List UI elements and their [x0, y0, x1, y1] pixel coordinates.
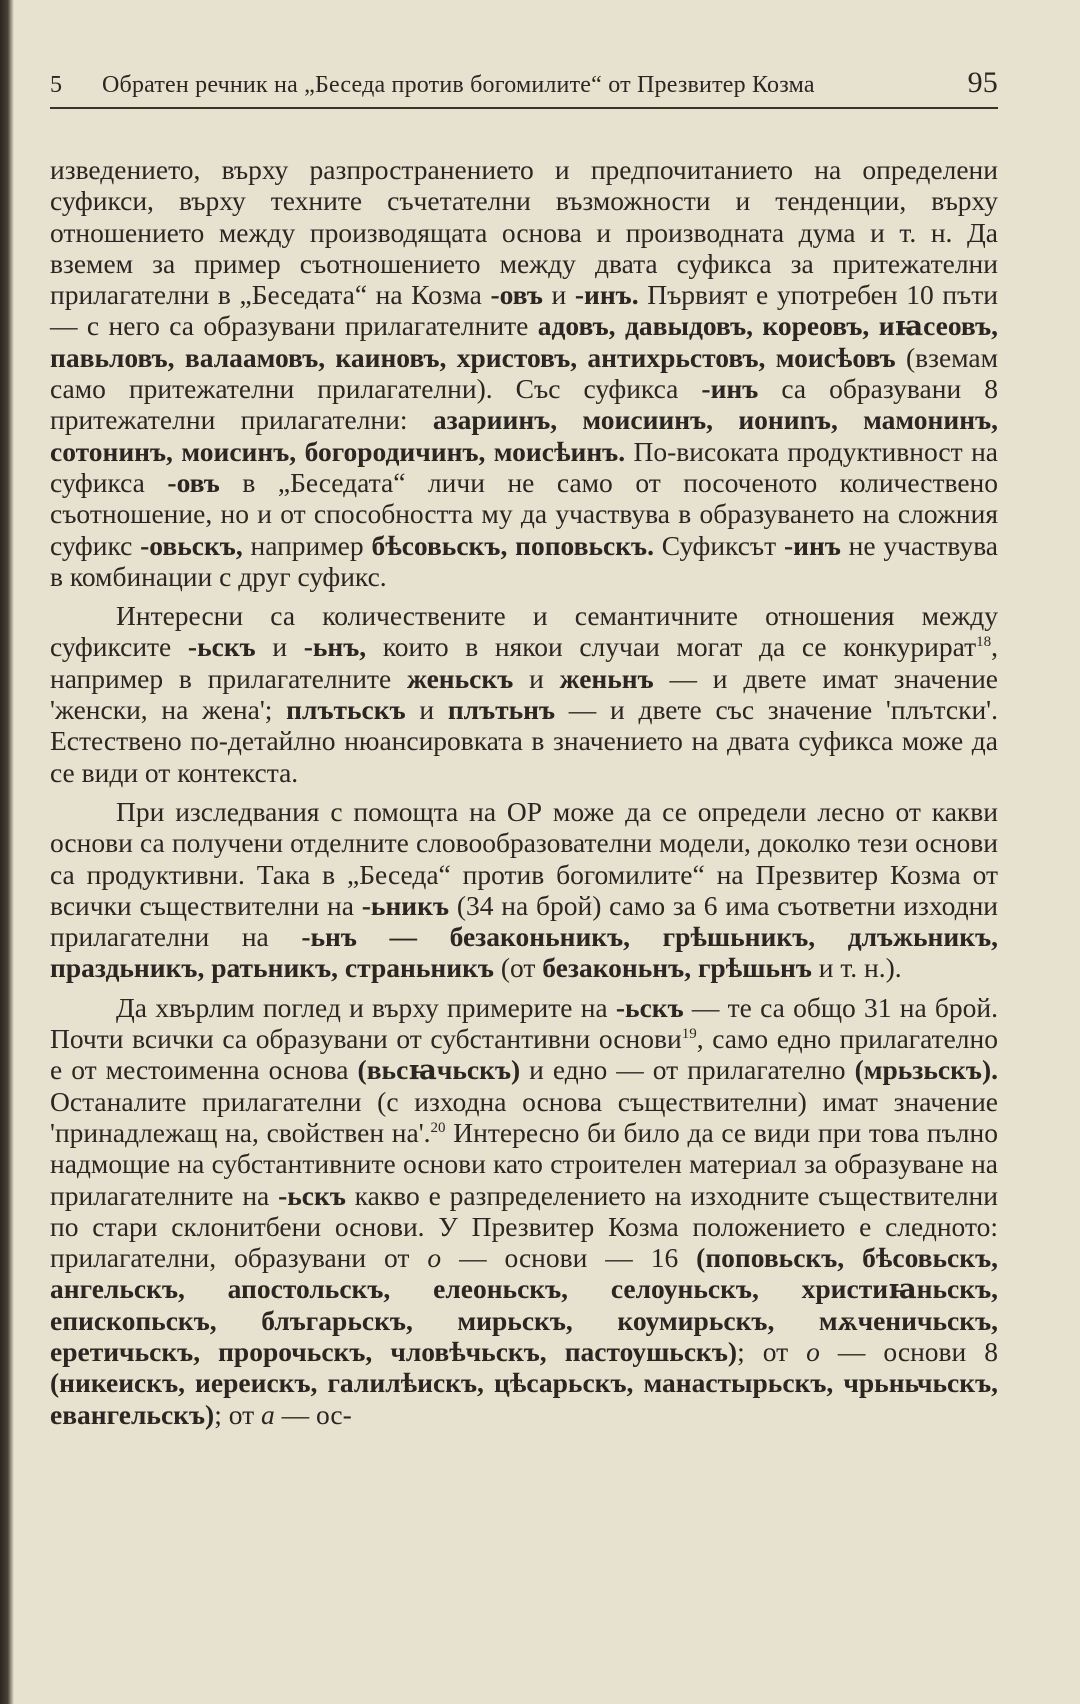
bold-term: азариинъ, моисиинъ, иониnъ, мамонинъ, сотонинъ, моисинъ, богородичинъ, моисѣинъ.: [50, 404, 998, 467]
text-run: ; от: [737, 1335, 807, 1367]
bold-term: женьскъ: [407, 662, 514, 694]
text-run: (вземам само притежателни прилагателни). Със суфикса: [50, 341, 998, 405]
body-text: [50, 154, 998, 1438]
section-number: 5: [50, 72, 63, 98]
text-run: (от: [493, 952, 543, 984]
text-run: Интересни са количествените и семантичните отношения между суфиксите: [50, 600, 998, 663]
bold-term: -овъ: [167, 466, 220, 498]
text-run: По-високата продуктивност на суфикса: [50, 435, 998, 498]
text-run: — ос-: [274, 1398, 352, 1430]
text-run: — те са общо 31 на брой. Почти всички са образувани от субстантивни основи: [50, 991, 998, 1055]
italic-term: а: [261, 1398, 275, 1430]
text-run: Да хвърлим поглед и върху примерите на: [116, 991, 616, 1023]
bold-term: (вьсꙗчьскъ): [357, 1054, 521, 1086]
running-title: Обратен речник на „Беседа против богомилите“ от Презвитер Козма: [102, 72, 815, 98]
bold-term: женьнъ: [559, 662, 654, 694]
paragraph: [50, 600, 998, 788]
page-number: 95: [967, 66, 998, 99]
bold-term: -ьскъ: [187, 631, 256, 663]
bold-term: (поповьскъ, бѣсовьскъ, ангельскъ, апостольскъ, елеоньскъ, селоуньскъ, христиꙗньскъ, епископьскъ, блъгарьскъ, мирьскъ, коумирьскъ, мѫченичьскъ, еретичьскъ, пророчьскъ, чловѣчьскъ, пастоушьскъ): [50, 1242, 998, 1367]
footnote-ref: 18: [976, 634, 992, 651]
paragraph: [50, 154, 998, 592]
bold-term: бѣсовьскъ, поповьскъ.: [371, 529, 654, 561]
text-run: — основи 8: [819, 1335, 998, 1367]
footnote-ref: 19: [681, 1025, 697, 1042]
bold-term: (никеискъ, иереискъ, галилѣискъ, цѣсарьскъ, манастырьскъ, чрьньчьскъ, евангельскъ): [50, 1367, 998, 1430]
bold-term: -ьскъ: [615, 991, 684, 1023]
text-run: — и двете със значение 'плътски'. Естествено по-детайлно нюансировката в значението на двата суфикса може да се види от контекста.: [50, 694, 998, 788]
text-run: и: [255, 631, 304, 663]
bold-term: адовъ, давыдовъ, кореовъ, иꙗсеовъ, павьловъ, валаамовъ, каиновъ, христовъ, антихрьстовъ, моисѣовъ: [50, 310, 998, 373]
text-run: При изследвания с помощта на ОР може да се определи лесно от какви основи са получени отделните словообразователни модели, доколко тези основи са продуктивни. Така в „Беседа“ против богомилите“ на Презвитер Козма от всички съществителни на: [50, 795, 998, 921]
bold-term: плътьскъ: [286, 694, 406, 726]
paragraph: [50, 796, 998, 984]
bold-term: -ьскъ: [278, 1179, 346, 1211]
text-run: и: [405, 694, 448, 726]
text-run: които в някои случаи могат да се конкурират: [366, 631, 977, 663]
text-run: какво е разпределението на изходните съществителни по стари склонитбени основи. У Презвитер Козма положението е следното: прилагателни, образувани от: [50, 1179, 998, 1274]
text-run: Интересно би било да се види при това пълно надмощие на субстантивните основи като строителен материал за образуване на прилагателните на: [50, 1116, 998, 1211]
text-run: например: [242, 529, 372, 561]
text-run: са образувани 8 притежателни прилагателни:: [50, 373, 998, 436]
text-run: (34 на брой) само за 6 има съответни изходни прилагателни на: [50, 889, 998, 953]
bold-term: -ьникъ: [361, 889, 450, 921]
text-run: и т. н.).: [811, 952, 902, 984]
header-rule: [50, 107, 998, 109]
bold-term: -овъ: [490, 279, 543, 311]
bold-term: -ьнъ,: [303, 631, 367, 663]
text-run: и едно — от прилагателно: [520, 1054, 855, 1086]
book-spine-shadow: [0, 0, 14, 1704]
bold-term: -инъ: [701, 373, 759, 405]
text-run: ; от: [214, 1398, 261, 1430]
text-run: Останалите прилагателни (с изходна основа съществителни) имат значение 'принадлежащ на, свойствен на'.: [50, 1085, 998, 1148]
italic-term: о: [427, 1242, 442, 1274]
bold-term: -ьнъ — безаконьникъ, грѣшьникъ, длъжьникъ, праздьникъ, ратьникъ, страньникъ: [50, 921, 998, 984]
text-run: — основи — 16: [441, 1242, 697, 1274]
bold-term: -овьскъ,: [140, 529, 243, 561]
italic-term: о: [806, 1335, 820, 1367]
text-run: и: [542, 279, 575, 311]
text-run: Първият е употребен 10 пъти — с него са образувани прилагателните: [50, 279, 998, 342]
bold-term: (мрьзьскъ).: [854, 1054, 998, 1086]
bold-term: -инъ: [783, 529, 841, 561]
running-header: [50, 66, 998, 100]
text-run: изведението, върху разпространението и предпочитанието на определени суфикси, върху техните съчетателни възможности и тенденции, върху отношението между производящата основа и производната дума и т. н. Да вземем за пример съотношението между двата суфикса за притежателни прилагателни в „Беседата“ на Козма: [50, 154, 998, 311]
text-run: , само едно прилагателно е от местоименна основа: [50, 1023, 998, 1086]
text-run: не участвува в комбинации с друг суфикс.: [50, 529, 999, 592]
bold-term: плътьнъ: [447, 694, 556, 726]
text-run: , например в прилагателните: [50, 631, 998, 694]
footnote-ref: 20: [430, 1119, 446, 1136]
text-run: — и двете имат значение 'женски, на жена';: [50, 662, 999, 726]
bold-term: безаконьнъ, грѣшьнъ: [542, 952, 812, 984]
paragraph: [50, 992, 998, 1430]
text-run: в „Беседата“ личи не само от посоченото количествено съотношение, но и от способността му да участвува в образуването на сложния суфикс: [50, 466, 998, 561]
text-run: и: [513, 662, 560, 694]
bold-term: -инъ.: [574, 279, 639, 311]
text-run: Суфиксът: [653, 529, 784, 561]
